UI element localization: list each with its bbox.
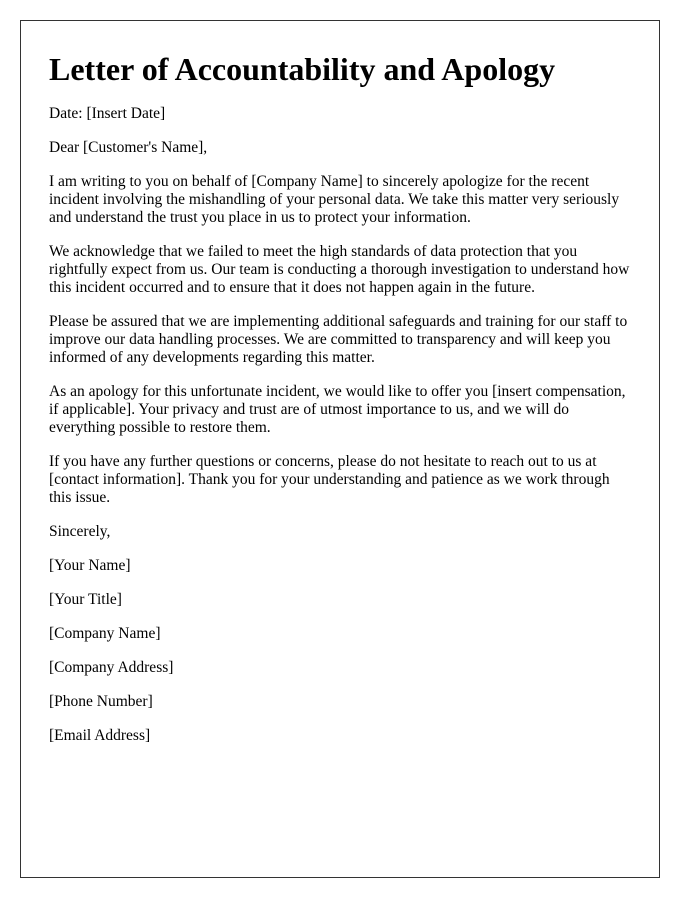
letter-closing: Sincerely, [49,523,111,540]
body-paragraph-3: Please be assured that we are implementing additional safeguards and training for our staff to improve our data handling processes. We are committed to transparency and will keep you informed of any developments regarding this matter. [49,313,628,366]
body-paragraph-5: If you have any further questions or concerns, please do not hesitate to reach out to us at [contact information]. Thank you for your understanding and patience as we work through this issue. [49,453,610,506]
signature-company: [Company Name] [49,625,161,642]
body-paragraph-2: We acknowledge that we failed to meet the high standards of data protection that you rightfully expect from us. Our team is conducting a thorough investigation to understand how this incident occurred and to ensure that it does not happen again in the future. [49,243,630,296]
letter-salutation: Dear [Customer's Name], [49,139,208,156]
signature-phone: [Phone Number] [49,693,153,710]
letter-title: Letter of Accountability and Apology [49,51,556,87]
letter-page [20,20,660,878]
body-paragraph-4: As an apology for this unfortunate incident, we would like to offer you [insert compensation, if applicable]. Your privacy and trust are of utmost importance to us, and we will do everything possible to restore them. [49,383,626,436]
body-paragraph-1: I am writing to you on behalf of [Company Name] to sincerely apologize for the recent incident involving the mishandling of your personal data. We take this matter very seriously and understand the trust you place in us to protect your information. [49,173,620,226]
signature-address: [Company Address] [49,659,174,676]
letter-content [49,49,634,761]
signature-email: [Email Address] [49,727,151,744]
letter-date: Date: [Insert Date] [49,105,166,122]
signature-title: [Your Title] [49,591,122,608]
signature-name: [Your Name] [49,557,131,574]
